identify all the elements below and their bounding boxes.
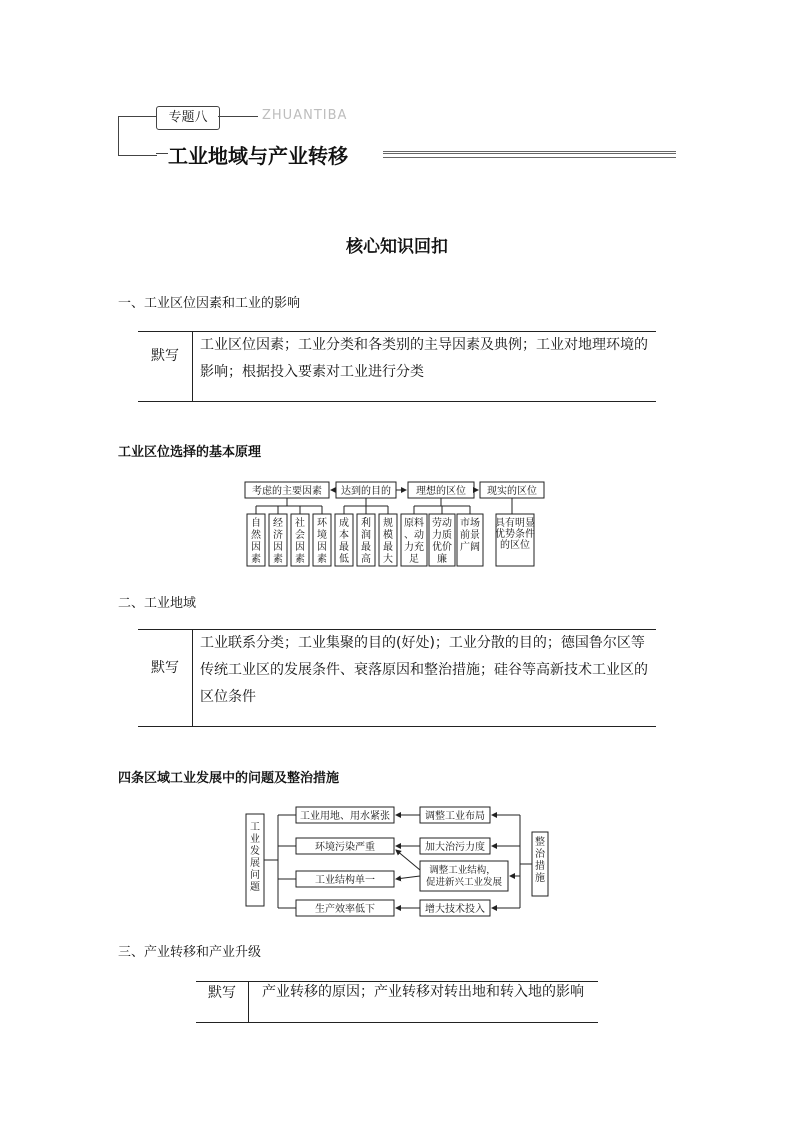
problem-1: 工业用地、用水紧张 bbox=[300, 811, 390, 822]
recall-box-1 bbox=[138, 331, 656, 402]
recall-line: 工业联系分类；工业集聚的目的(好处)；工业分散的目的；德国鲁尔区等 bbox=[200, 635, 645, 651]
tag-connector bbox=[218, 116, 258, 117]
topic-tag: 专题八 bbox=[156, 106, 220, 130]
measure-1: 调整工业布局 bbox=[425, 811, 485, 822]
header-bracket bbox=[118, 116, 157, 156]
measure-4: 增大技术投入 bbox=[425, 904, 485, 915]
problem-4: 生产效率低下 bbox=[315, 904, 375, 915]
recall-label: 默写 bbox=[138, 630, 193, 726]
ideal-label: 劳动力质优价廉 bbox=[432, 518, 452, 565]
diagram-heading-1: 工业区位选择的基本原理 bbox=[118, 445, 262, 460]
regional-problems-diagram bbox=[244, 800, 550, 918]
page-title: 核心知识回扣 bbox=[346, 237, 448, 257]
box-ideal-label: 理想的区位 bbox=[416, 486, 466, 497]
box-goals-label: 达到的目的 bbox=[341, 486, 391, 497]
problem-2: 环境污染严重 bbox=[315, 842, 375, 853]
measure-3: 调整工业结构， 促进新兴工业发展 bbox=[425, 865, 503, 888]
problem-3: 工业结构单一 bbox=[315, 875, 375, 886]
factor-label: 自然因素 bbox=[251, 518, 261, 565]
goal-label: 成本最低 bbox=[339, 518, 349, 565]
section-heading-2: 二、工业地域 bbox=[118, 596, 197, 611]
measures-label: 整治措施 bbox=[535, 837, 545, 884]
section-heading-1: 一、工业区位因素和工业的影响 bbox=[118, 296, 301, 311]
factor-label: 环境因素 bbox=[317, 518, 327, 565]
ideal-label: 市场前景广阔 bbox=[460, 518, 480, 553]
header-bracket-link bbox=[156, 153, 168, 154]
goal-label: 利润最高 bbox=[361, 518, 371, 565]
recall-text bbox=[200, 332, 648, 386]
ideal-label: 原料、动力充足 bbox=[404, 518, 424, 565]
recall-label: 默写 bbox=[138, 332, 193, 401]
problems-label: 工业发展问题 bbox=[250, 822, 260, 893]
recall-label: 默写 bbox=[196, 982, 249, 1022]
location-principle-diagram bbox=[240, 476, 550, 572]
recall-line: 影响；根据投入要素对工业进行分类 bbox=[200, 364, 424, 380]
section-heading-3: 三、产业转移和产业升级 bbox=[118, 945, 262, 960]
topic-english: ZHUANTIBA bbox=[262, 108, 348, 123]
box-factors-label: 考虑的主要因素 bbox=[252, 486, 322, 497]
topic-title: 工业地域与产业转移 bbox=[168, 144, 348, 168]
real-location-label: 具有明显优势条件的区位 bbox=[495, 518, 535, 551]
recall-line: 工业区位因素；工业分类和各类别的主导因素及典例；工业对地理环境的 bbox=[200, 337, 648, 353]
measure-2: 加大治污力度 bbox=[425, 842, 485, 853]
recall-text bbox=[262, 979, 584, 1006]
diagram-heading-2: 四条区域工业发展中的问题及整治措施 bbox=[118, 771, 340, 786]
recall-line: 传统工业区的发展条件、衰落原因和整治措施；硅谷等高新技术工业区的 bbox=[200, 662, 648, 678]
box-real-label: 现实的区位 bbox=[487, 486, 537, 497]
factor-label: 经济因素 bbox=[273, 518, 283, 565]
goal-label: 规模最大 bbox=[383, 518, 393, 565]
recall-box-2 bbox=[138, 629, 656, 727]
title-rule bbox=[383, 151, 676, 158]
factor-label: 社会因素 bbox=[295, 518, 305, 565]
recall-line: 区位条件 bbox=[200, 689, 256, 705]
recall-text bbox=[200, 630, 648, 711]
recall-box-3 bbox=[196, 981, 598, 1023]
recall-line: 产业转移的原因；产业转移对转出地和转入地的影响 bbox=[262, 984, 584, 1000]
